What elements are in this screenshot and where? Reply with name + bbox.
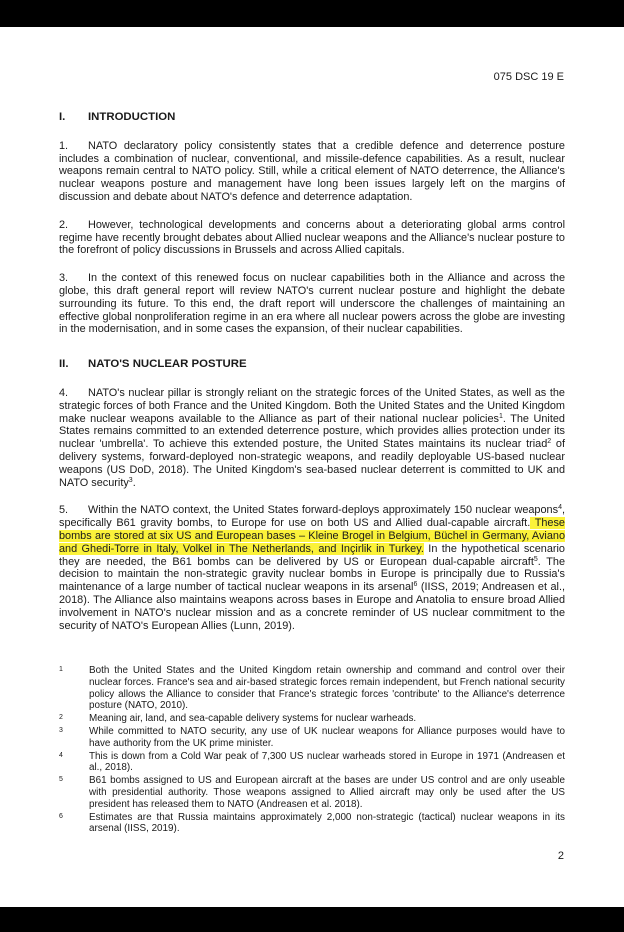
paragraph-1: [59, 140, 565, 204]
footnote-ref[interactable]: 5: [533, 555, 538, 563]
document-page: [0, 27, 624, 907]
paragraph-text: NATO's nuclear pillar is strongly reliant on the strategic forces of the United States, as well as the strategic forces of both France and the United Kingdom. Both the United States and the United Kingdom make nuclear weapons available to the Alliance as part of their national nuclear policies: [59, 386, 565, 425]
footnote-5: [59, 775, 565, 810]
paragraph-number: 3.: [59, 272, 69, 285]
paragraph-3: [59, 272, 565, 336]
footnote-number: 4: [59, 751, 63, 759]
paragraph-2: [59, 219, 565, 257]
footnote-text: Both the United States and the United Kingdom retain ownership and command and control over their nuclear forces. France's sea and air-based strategic forces remain independent, but French national security policy allows the Alliance to consider that France's strategic forces 'contribute' to the Alliance's deterrence posture (NATO, 2010).: [89, 665, 565, 712]
footnote-text: While committed to NATO security, any use of UK nuclear weapons for Alliance purposes would have to have authority from the UK prime minister.: [89, 725, 565, 749]
paragraph-text: (IISS, 2019; Andreasen et al., 2018). The Alliance also maintains weapons across bases in Europe and Anatolia to ensure broad Allied involvement in NATO's nuclear mission and as a concrete reminder of US nuclear commitment to the security of NATO's European Allies (Lunn, 2019).: [59, 581, 565, 632]
footnote-number: 2: [59, 714, 63, 722]
footnote-text: B61 bombs assigned to US and European aircraft at the bases are under US control and are only useable with presidential authority. Those weapons assigned to Allied aircraft may only be used after the US president has released them to NATO (Andreasen et al. 2018).: [89, 775, 565, 810]
footnote-number: 6: [59, 812, 63, 820]
paragraph-5: [59, 504, 565, 632]
footnote-ref[interactable]: 2: [547, 438, 552, 446]
paragraph-number: 4.: [59, 386, 69, 399]
paragraph-text: NATO declaratory policy consistently states that a credible defence and deterrence posture includes a combination of nuclear, conventional, and missile-defence capabilities. As a result, nuclear weapons remain central to NATO policy. Still, while a critical element of NATO deterrence, the Alliance's nuclear weapons posture and management have long been issues largely left on the margins of discussion and debate about NATO's defence and deterrence adaptation.: [59, 139, 565, 203]
footnote-ref[interactable]: 1: [498, 412, 503, 420]
section-title: NATO'S NUCLEAR POSTURE: [88, 358, 247, 371]
highlighted-text: These bombs are stored at six US and European bases – Kleine Brogel in Belgium, Büchel in Germany, Aviano and Ghedi-Torre in Italy, Volkel in The Netherlands, and Inçirlik in Turkey.: [59, 517, 565, 555]
paragraph-text: , specifically B61 gravity bombs, to Europe for use on both US and Allied dual-capable aircraft.: [59, 504, 565, 530]
footnote-text: Estimates are that Russia maintains approximately 2,000 non-strategic (tactical) nuclear weapons in its arsenal (IISS, 2019).: [89, 811, 565, 835]
paragraph-text: . The United States remains committed to an extended deterrence posture, which provides allies protection under its nuclear 'umbrella'. To achieve this extended posture, the United States maintains its nuclear triad: [59, 412, 565, 451]
footnote-6: [59, 812, 565, 836]
paragraph-text: However, technological developments and concerns about a deteriorating global arms control regime have recently brought debates about Allied nuclear weapons and the Alliance's nuclear posture to the forefront of policy discussions in Brussels and across Allied capitals.: [59, 218, 565, 257]
page-number: 2: [557, 850, 564, 862]
footnote-4: [59, 751, 565, 775]
footnote-text: Meaning air, land, and sea-capable delivery systems for nuclear warheads.: [89, 713, 417, 725]
paragraph-number: 1.: [59, 139, 69, 152]
document-code: 075 DSC 19 E: [493, 71, 564, 83]
footnotes: [59, 665, 565, 836]
paragraph-text: . The decision to maintain the non-strategic gravity nuclear bombs in Europe is principally due to Russia's maintenance of a large number of tactical nuclear weapons in its arsenal: [59, 555, 565, 594]
paragraph-text: .: [132, 476, 136, 489]
paragraph-text: of delivery systems, forward-deployed non-strategic weapons, and readily deployable US-based nuclear weapons (US DoD, 2018). The United Kingdom's sea-based nuclear deterrent is committed to UK and NATO security: [59, 438, 566, 489]
paragraph-text: In the context of this renewed focus on nuclear capabilities both in the Alliance and across the globe, this draft general report will review NATO's current nuclear posture and highlight the debate surrounding its future. To this end, the draft report will underscore the challenges of maintaining an effective global nonproliferation regime in an era where all nuclear powers across the globe are investing in the modernisation, and in some cases the expansion, of their nuclear capabilities.: [59, 272, 565, 336]
footnote-number: 3: [59, 726, 63, 734]
paragraph-4: [59, 387, 565, 489]
paragraph-text: In the hypothetical scenario they are needed, the B61 bombs can be delivered by US or European dual-capable aircraft: [59, 542, 565, 568]
footnote-text: This is down from a Cold War peak of 7,300 US nuclear warheads stored in Europe in 1971 (Andreasen et al., 2018).: [89, 750, 565, 774]
footnote-3: [59, 726, 565, 750]
footnote-2: [59, 713, 565, 725]
footnote-ref[interactable]: 4: [558, 504, 562, 512]
document-body: [59, 111, 565, 647]
paragraph-number: 2.: [59, 218, 69, 231]
footnote-1: [59, 665, 565, 712]
paragraph-number: 5.: [59, 504, 69, 517]
footnote-number: 1: [59, 666, 63, 673]
section-number: II.: [59, 358, 69, 371]
section-heading-nuclear-posture: [59, 358, 565, 371]
section-number: I.: [59, 111, 66, 123]
footnote-ref[interactable]: 6: [413, 581, 418, 589]
section-heading-introduction: [59, 111, 565, 124]
paragraph-text: Within the NATO context, the United States forward-deploys approximately 150 nuclear weapons: [88, 504, 559, 517]
section-title: INTRODUCTION: [88, 111, 176, 123]
footnote-number: 5: [59, 776, 63, 784]
footnote-ref[interactable]: 3: [128, 476, 133, 484]
